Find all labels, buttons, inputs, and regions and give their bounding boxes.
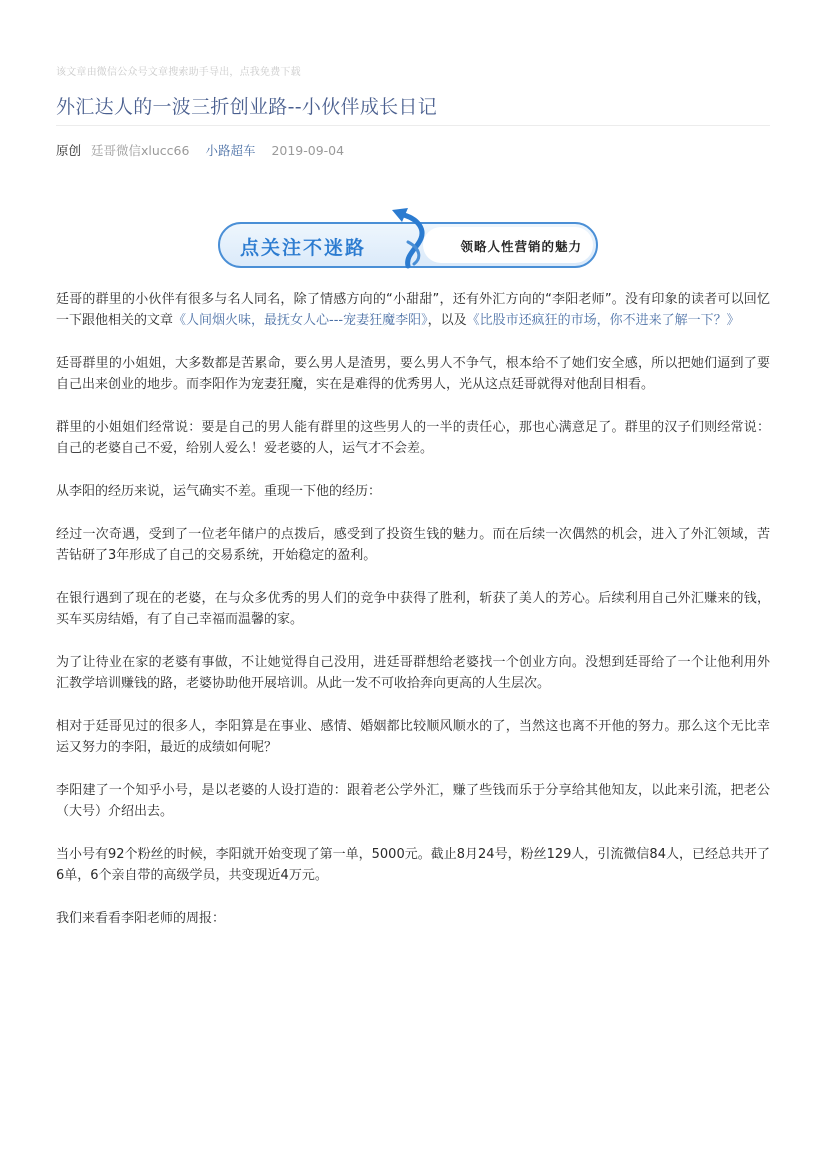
paragraph-6: 在银行遇到了现在的老婆，在与众多优秀的男人们的竞争中获得了胜利，斩获了美人的芳心。后续利用自己外汇赚来的钱，买车买房结婚，有了自己幸福而温馨的家。 — [56, 591, 770, 627]
paragraph-9: 李阳建了一个知乎小号，是以老婆的人设打造的：跟着老公学外汇，赚了些钱而乐于分享给其他知友，以此来引流，把老公（大号）介绍出去。 — [56, 783, 770, 819]
article-meta — [56, 141, 344, 159]
paragraph-1-text-b: ，以及 — [427, 313, 467, 328]
follow-banner[interactable] — [218, 204, 604, 274]
paragraph-10: 当小号有92个粉丝的时候，李阳就开始变现了第一单，5000元。截止8月24号，粉丝129人，引流微信84人，已经总共开了6单，6个亲自带的高级学员，共变现近4万元。 — [56, 847, 770, 883]
title-divider — [56, 125, 770, 126]
swirl-arrow-icon — [378, 204, 438, 274]
paragraph-5: 经过一次奇遇，受到了一位老年储户的点拨后，感受到了投资生钱的魅力。而在后续一次偶然的机会，进入了外汇领域，苦苦钻研了3年形成了自己的交易系统，开始稳定的盈利。 — [56, 527, 770, 563]
related-article-link-2[interactable]: 《比股市还疯狂的市场，你不进来了解一下？》 — [466, 313, 740, 328]
article-body — [56, 289, 770, 951]
publish-date: 2019-09-04 — [271, 143, 345, 158]
account-name-link[interactable]: 小路超车 — [205, 143, 256, 158]
article-title: 外汇达人的一波三折创业路--小伙伴成长日记 — [56, 96, 438, 118]
paragraph-1-text-a: 廷哥的群里的小伙伴有很多与名人同名，除了情感方向的“小甜甜”，还有外汇方向的“李阳老师”。没有印象的读者可以回忆一下跟他相关的文章 — [56, 292, 770, 328]
follow-banner-right-text: 领略人性营销的魅力 — [460, 239, 582, 254]
paragraph-3: 群里的小姐姐们经常说：要是自己的男人能有群里的这些男人的一半的责任心，那也心满意足了。群里的汉子们则经常说：自己的老婆自己不爱，给别人爱么！爱老婆的人，运气才不会差。 — [56, 420, 770, 456]
paragraph-7: 为了让待业在家的老婆有事做，不让她觉得自己没用，进廷哥群想给老婆找一个创业方向。没想到廷哥给了一个让他利用外汇教学培训赚钱的路，老婆协助他开展培训。从此一发不可收拾奔向更高的人生层次。 — [56, 655, 770, 691]
paragraph-1 — [56, 289, 770, 331]
related-article-link-1[interactable]: 《人间烟火味，最抚女人心---宠妻狂魔李阳》 — [173, 313, 428, 328]
export-watermark-link[interactable]: 该文章由微信公众号文章搜索助手导出，点我免费下载 — [56, 67, 301, 78]
original-tag: 原创 — [56, 143, 82, 158]
paragraph-8: 相对于廷哥见过的很多人，李阳算是在事业、感情、婚姻都比较顺风顺水的了，当然这也离不开他的努力。那么这个无比幸运又努力的李阳，最近的成绩如何呢？ — [56, 719, 770, 755]
paragraph-11: 我们来看看李阳老师的周报： — [56, 911, 226, 926]
author-name: 廷哥微信xlucc66 — [91, 143, 190, 158]
paragraph-2: 廷哥群里的小姐姐，大多数都是苦累命，要么男人是渣男，要么男人不争气，根本给不了她们安全感，所以把她们逼到了要自己出来创业的地步。而李阳作为宠妻狂魔，实在是难得的优秀男人，光从这点廷哥就得对他刮目相看。 — [56, 356, 770, 392]
paragraph-4: 从李阳的经历来说，运气确实不差。重现一下他的经历： — [56, 484, 382, 499]
follow-banner-left-text: 点关注不迷路 — [240, 237, 367, 259]
